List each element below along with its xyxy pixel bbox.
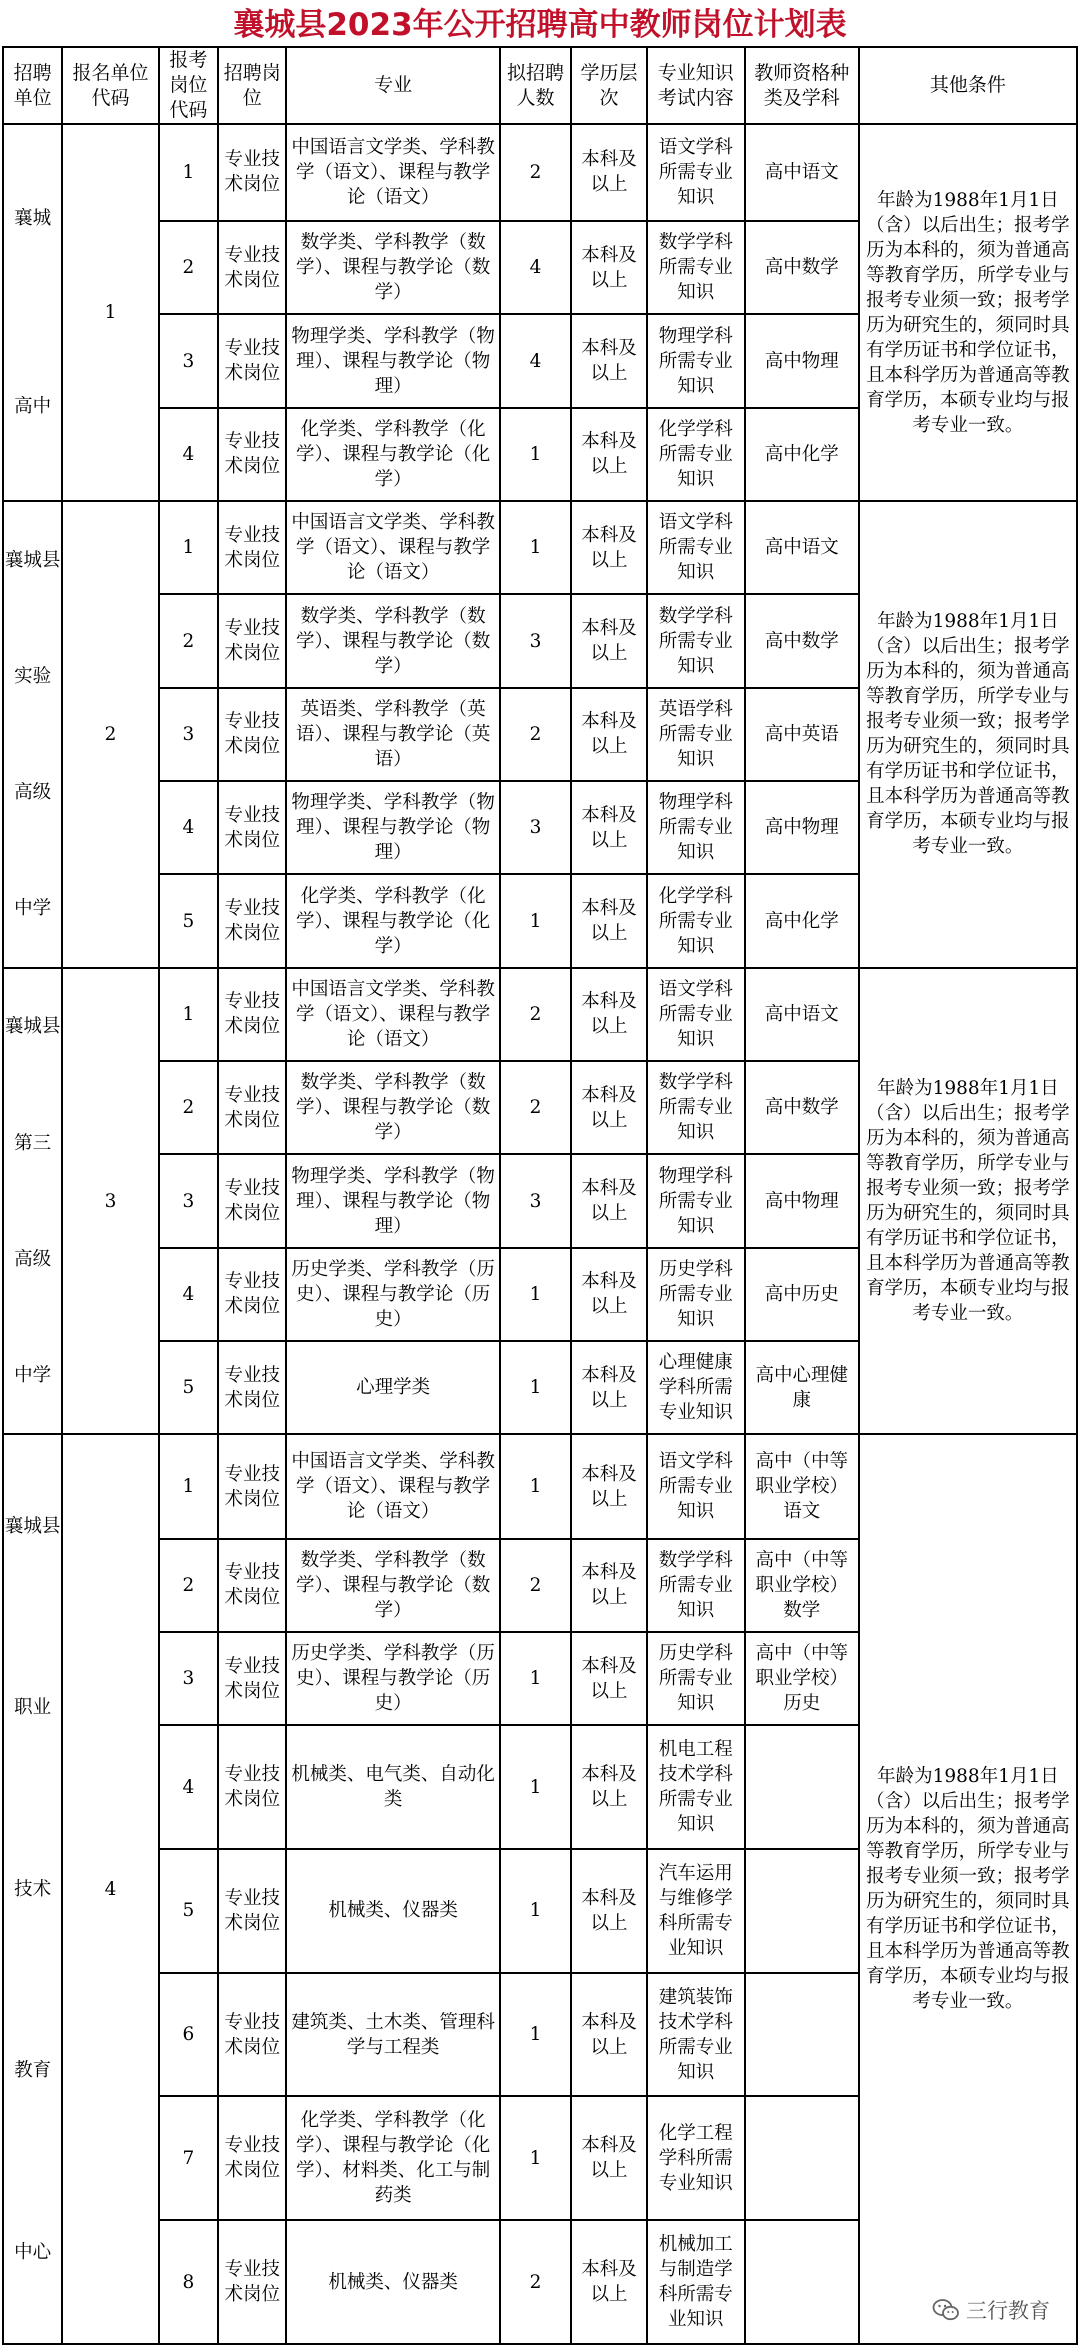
education-cell: 本科及以上 (571, 968, 647, 1061)
major-cell: 物理学类、学科教学（物理）、课程与教学论（物理） (286, 314, 500, 407)
education-cell: 本科及以上 (571, 1434, 647, 1538)
post-type-cell: 专业技术岗位 (218, 221, 286, 314)
header-cell: 专业知识考试内容 (647, 47, 745, 124)
unit-name-line: 中心 (14, 2241, 52, 2263)
header-cell: 教师资格种类及学科 (745, 47, 859, 124)
major-cell: 英语类、学科教学（英语）、课程与教学论（英语） (286, 688, 500, 781)
exam-content-cell: 建筑装饰技术学科所需专业知识 (647, 1973, 745, 2097)
exam-content-cell: 语文学科所需专业知识 (647, 968, 745, 1061)
exam-content-cell: 数学学科所需专业知识 (647, 1539, 745, 1632)
header-cell: 学历层次 (571, 47, 647, 124)
unit-name-cell (3, 968, 62, 1435)
count-cell: 4 (500, 221, 571, 314)
post-code-cell: 4 (159, 408, 218, 501)
post-code-cell: 1 (159, 124, 218, 221)
post-type-cell: 专业技术岗位 (218, 1061, 286, 1154)
education-cell: 本科及以上 (571, 781, 647, 874)
post-code-cell: 4 (159, 1725, 218, 1849)
count-cell: 1 (500, 1849, 571, 1973)
watermark (926, 2293, 1056, 2327)
education-cell: 本科及以上 (571, 594, 647, 687)
education-cell: 本科及以上 (571, 408, 647, 501)
post-type-cell: 专业技术岗位 (218, 1849, 286, 1973)
header-row (3, 47, 1077, 124)
table-row (3, 968, 1077, 1061)
unit-name-line: 中学 (14, 1364, 52, 1386)
post-code-cell: 1 (159, 968, 218, 1061)
education-cell: 本科及以上 (571, 1725, 647, 1849)
teacher-cert-cell: 高中数学 (745, 1061, 859, 1154)
teacher-cert-cell: 高中（中等职业学校）数学 (745, 1539, 859, 1632)
major-cell: 数学类、学科教学（数学）、课程与教学论（数学） (286, 1061, 500, 1154)
major-cell: 中国语言文学类、学科教学（语文）、课程与教学论（语文） (286, 1434, 500, 1538)
post-code-cell: 2 (159, 221, 218, 314)
post-type-cell: 专业技术岗位 (218, 1725, 286, 1849)
post-type-cell: 专业技术岗位 (218, 2220, 286, 2344)
exam-content-cell: 物理学科所需专业知识 (647, 781, 745, 874)
count-cell: 1 (500, 501, 571, 594)
post-type-cell: 专业技术岗位 (218, 408, 286, 501)
unit-name-cell (3, 501, 62, 968)
unit-name-line: 技术 (14, 1878, 52, 1900)
exam-content-cell: 语文学科所需专业知识 (647, 124, 745, 221)
post-code-cell: 2 (159, 1539, 218, 1632)
post-type-cell: 专业技术岗位 (218, 1248, 286, 1341)
teacher-cert-cell: 高中物理 (745, 314, 859, 407)
exam-content-cell: 汽车运用与维修学科所需专业知识 (647, 1849, 745, 1973)
post-code-cell: 3 (159, 1154, 218, 1247)
teacher-cert-cell (745, 2220, 859, 2344)
major-cell: 机械类、电气类、自动化类 (286, 1725, 500, 1849)
post-type-cell: 专业技术岗位 (218, 1341, 286, 1434)
unit-name-line: 第三 (14, 1132, 52, 1154)
teacher-cert-cell (745, 1973, 859, 2097)
post-code-cell: 4 (159, 781, 218, 874)
post-code-cell: 1 (159, 501, 218, 594)
post-type-cell: 专业技术岗位 (218, 781, 286, 874)
header-cell: 招聘岗位 (218, 47, 286, 124)
exam-content-cell: 历史学科所需专业知识 (647, 1248, 745, 1341)
exam-content-cell: 化学学科所需专业知识 (647, 408, 745, 501)
exam-content-cell: 机电工程技术学科所需专业知识 (647, 1725, 745, 1849)
other-conditions-cell: 年龄为1988年1月1日（含）以后出生；报考学历为本科的，须为普通高等教育学历，所学专业与报考专业须一致；报考学历为研究生的，须同时具有学历证书和学位证书，且本科学历为普通高等教育学历，本硕专业均与报考专业一致。 (859, 501, 1077, 968)
unit-name-line: 襄城县 (4, 549, 61, 571)
teacher-cert-cell: 高中物理 (745, 781, 859, 874)
exam-content-cell: 语文学科所需专业知识 (647, 501, 745, 594)
unit-code-cell: 3 (62, 968, 158, 1435)
major-cell: 物理学类、学科教学（物理）、课程与教学论（物理） (286, 781, 500, 874)
education-cell: 本科及以上 (571, 1539, 647, 1632)
education-cell: 本科及以上 (571, 688, 647, 781)
teacher-cert-cell: 高中（中等职业学校）历史 (745, 1632, 859, 1725)
teacher-cert-cell: 高中数学 (745, 594, 859, 687)
post-code-cell: 5 (159, 1341, 218, 1434)
count-cell: 3 (500, 594, 571, 687)
teacher-cert-cell (745, 2096, 859, 2220)
teacher-cert-cell: 高中历史 (745, 1248, 859, 1341)
unit-name-line: 职业 (14, 1697, 52, 1719)
major-cell: 机械类、仪器类 (286, 1849, 500, 1973)
education-cell: 本科及以上 (571, 1061, 647, 1154)
unit-name-cell (3, 124, 62, 501)
exam-content-cell: 化学学科所需专业知识 (647, 874, 745, 967)
exam-content-cell: 机械加工与制造学科所需专业知识 (647, 2220, 745, 2344)
post-code-cell: 4 (159, 1248, 218, 1341)
post-code-cell: 2 (159, 594, 218, 687)
post-code-cell: 7 (159, 2096, 218, 2220)
header-cell: 专业 (286, 47, 500, 124)
count-cell: 4 (500, 314, 571, 407)
count-cell: 1 (500, 1341, 571, 1434)
major-cell: 数学类、学科教学（数学）、课程与教学论（数学） (286, 221, 500, 314)
education-cell: 本科及以上 (571, 1248, 647, 1341)
header-cell: 拟招聘人数 (500, 47, 571, 124)
education-cell: 本科及以上 (571, 2096, 647, 2220)
teacher-cert-cell (745, 1849, 859, 1973)
post-code-cell: 3 (159, 1632, 218, 1725)
post-code-cell: 3 (159, 314, 218, 407)
major-cell: 物理学类、学科教学（物理）、课程与教学论（物理） (286, 1154, 500, 1247)
education-cell: 本科及以上 (571, 1849, 647, 1973)
education-cell: 本科及以上 (571, 124, 647, 221)
exam-content-cell: 数学学科所需专业知识 (647, 594, 745, 687)
major-cell: 中国语言文学类、学科教学（语文）、课程与教学论（语文） (286, 501, 500, 594)
post-type-cell: 专业技术岗位 (218, 314, 286, 407)
table-row (3, 1434, 1077, 1538)
unit-name-line: 襄城县 (4, 1016, 61, 1038)
count-cell: 1 (500, 1973, 571, 2097)
teacher-cert-cell: 高中心理健康 (745, 1341, 859, 1434)
major-cell: 数学类、学科教学（数学）、课程与教学论（数学） (286, 1539, 500, 1632)
post-type-cell: 专业技术岗位 (218, 1539, 286, 1632)
major-cell: 数学类、学科教学（数学）、课程与教学论（数学） (286, 594, 500, 687)
post-type-cell: 专业技术岗位 (218, 124, 286, 221)
count-cell: 1 (500, 1434, 571, 1538)
education-cell: 本科及以上 (571, 874, 647, 967)
count-cell: 1 (500, 2096, 571, 2220)
major-cell: 化学类、学科教学（化学）、课程与教学论（化学）、材料类、化工与制药类 (286, 2096, 500, 2220)
post-type-cell: 专业技术岗位 (218, 1632, 286, 1725)
major-cell: 化学类、学科教学（化学）、课程与教学论（化学） (286, 874, 500, 967)
unit-name-line: 中学 (14, 898, 52, 920)
exam-content-cell: 心理健康学科所需专业知识 (647, 1341, 745, 1434)
exam-content-cell: 语文学科所需专业知识 (647, 1434, 745, 1538)
unit-name-line: 高级 (14, 781, 52, 803)
education-cell: 本科及以上 (571, 2220, 647, 2344)
other-conditions-cell: 年龄为1988年1月1日（含）以后出生；报考学历为本科的，须为普通高等教育学历，所学专业与报考专业须一致；报考学历为研究生的，须同时具有学历证书和学位证书，且本科学历为普通高等教育学历，本硕专业均与报考专业一致。 (859, 968, 1077, 1435)
table-row (3, 501, 1077, 594)
unit-name-line: 高中 (14, 395, 52, 417)
count-cell: 2 (500, 968, 571, 1061)
teacher-cert-cell: 高中数学 (745, 221, 859, 314)
header-cell: 报名单位代码 (62, 47, 158, 124)
teacher-cert-cell: 高中物理 (745, 1154, 859, 1247)
teacher-cert-cell: 高中语文 (745, 968, 859, 1061)
post-code-cell: 5 (159, 874, 218, 967)
unit-code-cell: 4 (62, 1434, 158, 2344)
unit-name-line: 襄城 (14, 208, 52, 230)
post-type-cell: 专业技术岗位 (218, 1154, 286, 1247)
major-cell: 历史学类、学科教学（历史）、课程与教学论（历史） (286, 1248, 500, 1341)
teacher-cert-cell (745, 1725, 859, 1849)
post-code-cell: 2 (159, 1061, 218, 1154)
post-code-cell: 8 (159, 2220, 218, 2344)
post-type-cell: 专业技术岗位 (218, 594, 286, 687)
header-cell: 其他条件 (859, 47, 1077, 124)
education-cell: 本科及以上 (571, 221, 647, 314)
count-cell: 2 (500, 2220, 571, 2344)
exam-content-cell: 数学学科所需专业知识 (647, 1061, 745, 1154)
post-type-cell: 专业技术岗位 (218, 501, 286, 594)
major-cell: 化学类、学科教学（化学）、课程与教学论（化学） (286, 408, 500, 501)
count-cell: 1 (500, 1632, 571, 1725)
major-cell: 中国语言文学类、学科教学（语文）、课程与教学论（语文） (286, 968, 500, 1061)
other-conditions-cell: 年龄为1988年1月1日（含）以后出生；报考学历为本科的，须为普通高等教育学历，所学专业与报考专业须一致；报考学历为研究生的，须同时具有学历证书和学位证书，且本科学历为普通高等教育学历，本硕专业均与报考专业一致。 (859, 1434, 1077, 2344)
page-title: 襄城县2023年公开招聘高中教师岗位计划表 (233, 7, 847, 43)
header-cell: 报考岗位代码 (159, 47, 218, 124)
teacher-cert-cell: 高中化学 (745, 408, 859, 501)
count-cell: 3 (500, 1154, 571, 1247)
unit-name-line: 襄城县 (4, 1515, 61, 1537)
teacher-cert-cell: 高中语文 (745, 124, 859, 221)
unit-code-cell: 1 (62, 124, 158, 501)
major-cell: 机械类、仪器类 (286, 2220, 500, 2344)
unit-name-cell (3, 1434, 62, 2344)
other-conditions-cell: 年龄为1988年1月1日（含）以后出生；报考学历为本科的，须为普通高等教育学历，所学专业与报考专业须一致；报考学历为研究生的，须同时具有学历证书和学位证书，且本科学历为普通高等教育学历，本硕专业均与报考专业一致。 (859, 124, 1077, 501)
count-cell: 2 (500, 688, 571, 781)
major-cell: 建筑类、土木类、管理科学与工程类 (286, 1973, 500, 2097)
count-cell: 1 (500, 874, 571, 967)
wechat-icon (932, 2298, 960, 2322)
teacher-cert-cell: 高中（中等职业学校）语文 (745, 1434, 859, 1538)
post-type-cell: 专业技术岗位 (218, 968, 286, 1061)
post-type-cell: 专业技术岗位 (218, 688, 286, 781)
unit-name-line: 高级 (14, 1248, 52, 1270)
major-cell: 历史学类、学科教学（历史）、课程与教学论（历史） (286, 1632, 500, 1725)
unit-name-line: 实验 (14, 665, 52, 687)
education-cell: 本科及以上 (571, 314, 647, 407)
education-cell: 本科及以上 (571, 1973, 647, 2097)
unit-name-line: 教育 (14, 2060, 52, 2082)
exam-content-cell: 英语学科所需专业知识 (647, 688, 745, 781)
exam-content-cell: 数学学科所需专业知识 (647, 221, 745, 314)
count-cell: 1 (500, 1725, 571, 1849)
exam-content-cell: 历史学科所需专业知识 (647, 1632, 745, 1725)
count-cell: 2 (500, 1061, 571, 1154)
header-cell: 招聘单位 (3, 47, 62, 124)
count-cell: 2 (500, 1539, 571, 1632)
post-type-cell: 专业技术岗位 (218, 1973, 286, 2097)
post-type-cell: 专业技术岗位 (218, 2096, 286, 2220)
teacher-cert-cell: 高中化学 (745, 874, 859, 967)
unit-code-cell: 2 (62, 501, 158, 968)
table-row (3, 124, 1077, 221)
exam-content-cell: 化学工程学科所需专业知识 (647, 2096, 745, 2220)
education-cell: 本科及以上 (571, 1632, 647, 1725)
post-code-cell: 5 (159, 1849, 218, 1973)
major-cell: 心理学类 (286, 1341, 500, 1434)
post-type-cell: 专业技术岗位 (218, 1434, 286, 1538)
exam-content-cell: 物理学科所需专业知识 (647, 1154, 745, 1247)
education-cell: 本科及以上 (571, 501, 647, 594)
post-code-cell: 1 (159, 1434, 218, 1538)
teacher-cert-cell: 高中语文 (745, 501, 859, 594)
watermark-text: 三行教育 (966, 2299, 1050, 2323)
count-cell: 1 (500, 408, 571, 501)
count-cell: 3 (500, 781, 571, 874)
education-cell: 本科及以上 (571, 1154, 647, 1247)
post-code-cell: 3 (159, 688, 218, 781)
count-cell: 2 (500, 124, 571, 221)
exam-content-cell: 物理学科所需专业知识 (647, 314, 745, 407)
count-cell: 1 (500, 1248, 571, 1341)
post-code-cell: 6 (159, 1973, 218, 2097)
major-cell: 中国语言文学类、学科教学（语文）、课程与教学论（语文） (286, 124, 500, 221)
teacher-cert-cell: 高中英语 (745, 688, 859, 781)
post-type-cell: 专业技术岗位 (218, 874, 286, 967)
recruitment-table (2, 46, 1078, 2345)
education-cell: 本科及以上 (571, 1341, 647, 1434)
